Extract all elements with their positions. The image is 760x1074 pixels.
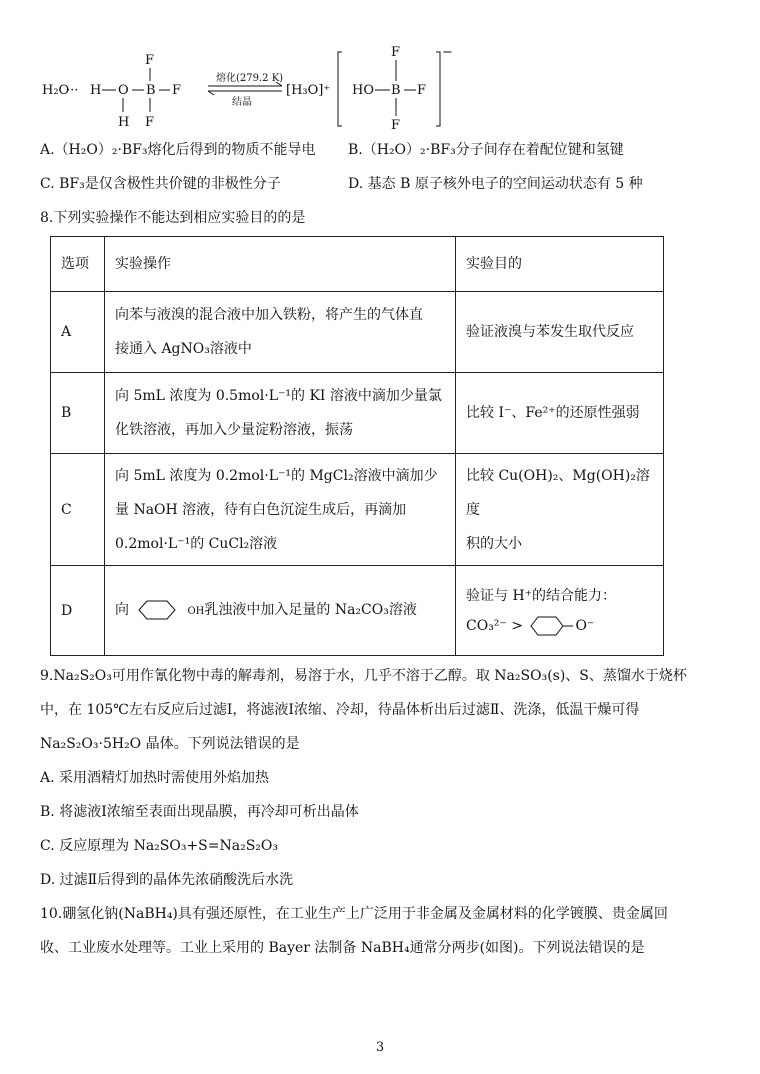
q8-row-c-goal-line: 积的大小	[466, 535, 522, 552]
q8-row-b-option: B	[51, 373, 105, 454]
reaction-anion-f-top: F	[391, 45, 401, 60]
q8-row-d-goal-line: 验证与 H⁺的结合能力：	[466, 587, 617, 604]
q8-row-c-op-line: 0.2mol·L⁻¹的 CuCl₂溶液	[115, 535, 278, 552]
q8-row-c-goal-line: 比较 Cu(OH)₂、Mg(OH)₂溶度	[466, 467, 650, 518]
q8-row-a-option: A	[51, 292, 105, 373]
reaction-anion-ho: HO	[352, 83, 374, 98]
reaction-left-f-right: F	[172, 83, 182, 98]
q8-header-goal: 实验目的	[456, 237, 664, 292]
phenoxide-o-label: O⁻	[575, 617, 595, 634]
reaction-hbond-dots: ···	[66, 83, 79, 98]
q9-stem-line: Na₂S₂O₃·5H₂O 晶体。下列说法错误的是	[40, 736, 300, 752]
q9-option-a: A. 采用酒精灯加热时需使用外焰加热	[40, 770, 270, 786]
q8-row-a-op-line: 向苯与液溴的混合液中加入铁粉，将产生的气体直	[115, 307, 423, 323]
reaction-left-b: B	[146, 83, 156, 98]
reaction-left-h: H	[90, 83, 102, 98]
q10-stem-line: 10.硼氢化钠(NaBH₄)具有强还原性，在工业生产上广泛用于非金属及金属材料的化学镀膜、贵金属回	[40, 906, 668, 922]
q9-option-c: C. 反应原理为 Na₂SO₃+S=Na₂S₂O₃	[40, 838, 279, 854]
q8-header-row	[51, 237, 664, 292]
reaction-product-h3o: [H₃O]⁺	[286, 83, 331, 98]
q8-row-b-goal	[456, 373, 664, 454]
q8-table	[50, 236, 664, 656]
q8-row-d-goal-compare	[466, 611, 653, 641]
reaction-arrow-bottom-label: 结晶	[232, 97, 252, 108]
q8-row-c	[51, 454, 664, 566]
phenoxide-ring-icon	[527, 614, 575, 638]
q8-row-d-option: D	[51, 566, 105, 656]
q8-row-c-op-line: 量 NaOH 溶液，待有白色沉淀生成后，再滴加	[115, 501, 407, 518]
q7-option-c: C. BF₃是仅含极性共价键的非极性分子	[40, 176, 281, 192]
phenyl-ring-icon	[133, 598, 187, 622]
q8-row-b-op-line: 向 5mL 浓度为 0.5mol·L⁻¹的 KI 溶液中滴加少量氯	[115, 388, 442, 404]
q8-row-d-op-suffix: 乳浊液中加入足量的 Na₂CO₃溶液	[204, 601, 417, 618]
q8-row-b	[51, 373, 664, 454]
q9-option-d: D. 过滤Ⅱ后得到的晶体先浓硝酸洗后水洗	[40, 872, 294, 888]
q8-row-d-goal	[456, 566, 664, 656]
reaction-arrow-top-label: 熔化(279.2 K)	[216, 73, 284, 84]
reaction-anion-charge: −	[442, 45, 453, 60]
q8-header-option: 选项	[51, 237, 105, 292]
q8-row-d-op-prefix: 向	[115, 601, 129, 618]
q9-stem-line: 中，在 105℃左右反应后过滤Ⅰ，将滤液Ⅰ浓缩、冷却，待晶体析出后过滤Ⅱ、洗涤，低温干燥可得	[40, 702, 640, 718]
reaction-anion-f-right: F	[417, 83, 427, 98]
page-number: 3	[375, 1040, 385, 1055]
q9-option-b: B. 将滤液Ⅰ浓缩至表面出现晶膜，再冷却可析出晶体	[40, 804, 359, 820]
reaction-left-h2o: H₂O	[42, 83, 70, 98]
q8-row-c-option: C	[51, 454, 105, 566]
reaction-anion-b: B	[391, 83, 401, 98]
q8-row-c-goal	[456, 454, 664, 566]
q7-option-b: B.（H₂O）₂·BF₃分子间存在着配位键和氢键	[348, 142, 624, 158]
q9-stem-line: 9.Na₂S₂O₃可用作氰化物中毒的解毒剂，易溶于水，几乎不溶于乙醇。取 Na₂SO₃(s)、S、蒸馏水于烧杯	[40, 668, 687, 684]
reaction-left-h-bottom: H	[118, 115, 130, 130]
q8-row-d-operation	[105, 566, 456, 656]
q7-option-d: D. 基态 B 原子核外电子的空间运动状态有 5 种	[348, 176, 643, 192]
q8-row-a	[51, 292, 664, 373]
q10-stem-line: 收、工业废水处理等。工业上采用的 Bayer 法制备 NaBH₄通常分两步(如图)。下列说法错误的是	[40, 940, 645, 956]
q8-row-c-op-line: 向 5mL 浓度为 0.2mol·L⁻¹的 MgCl₂溶液中滴加少	[115, 467, 438, 484]
q8-row-b-operation	[105, 373, 456, 454]
q8-stem: 8.下列实验操作不能达到相应实验目的的是	[40, 210, 306, 226]
q8-row-a-op-line: 接通入 AgNO₃溶液中	[115, 341, 252, 357]
reaction-left-o: O	[118, 83, 129, 98]
reaction-left-f-bottom: F	[145, 115, 155, 130]
q8-row-a-operation	[105, 292, 456, 373]
q8-row-a-goal	[456, 292, 664, 373]
reaction-anion-f-bottom: F	[391, 118, 401, 132]
q8-row-c-operation	[105, 454, 456, 566]
q7-option-a: A.（H₂O）₂·BF₃熔化后得到的物质不能导电	[40, 142, 316, 158]
carbonate-ion-label: CO₃²⁻ >	[466, 617, 523, 634]
q8-row-d	[51, 566, 664, 656]
q8-header-operation: 实验操作	[105, 237, 456, 292]
q8-row-b-goal-line: 比较 I⁻、Fe²⁺的还原性强弱	[466, 405, 640, 421]
reaction-scheme	[36, 44, 456, 132]
q8-row-b-op-line: 化铁溶液，再加入少量淀粉溶液，振荡	[115, 422, 353, 438]
reaction-left-f-top: F	[145, 53, 155, 68]
q8-row-d-op-oh: OH	[187, 605, 205, 617]
q8-row-a-goal-line: 验证液溴与苯发生取代反应	[466, 324, 634, 340]
